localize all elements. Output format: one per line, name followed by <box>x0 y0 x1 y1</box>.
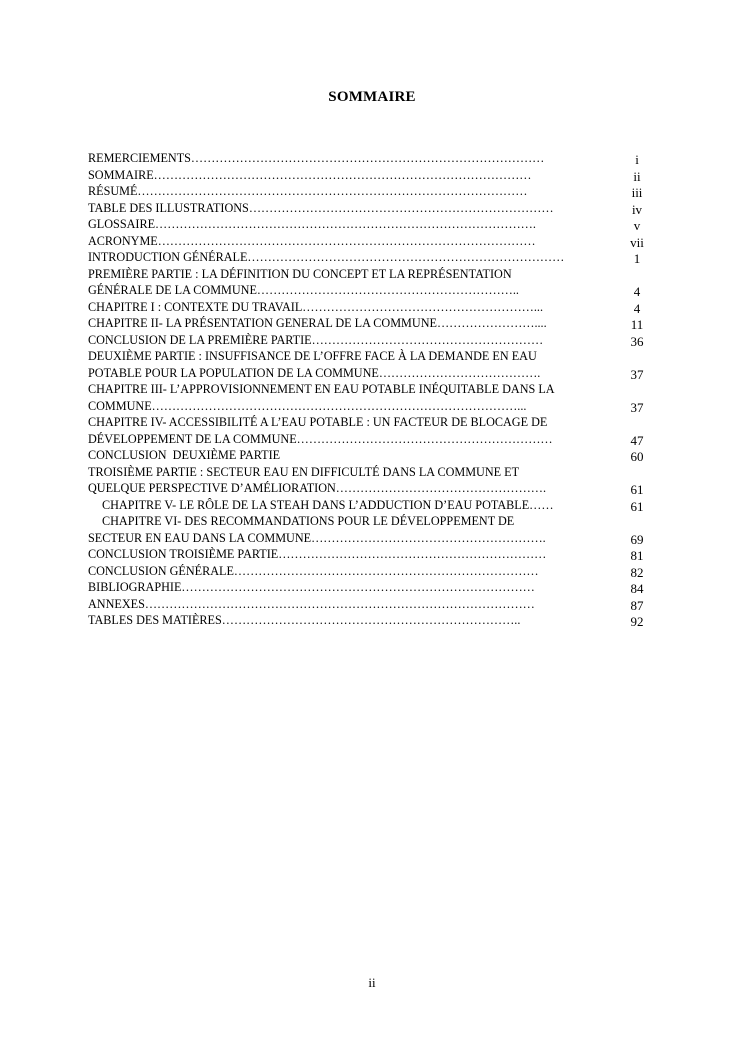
toc-page-number: 4 <box>633 284 641 299</box>
toc-entry[interactable] <box>88 612 668 629</box>
toc-entry-text: ACRONYME………………………………………………………………………………… <box>88 233 536 248</box>
toc-page-number: 84 <box>630 581 644 596</box>
toc-entry-text: CHAPITRE V- LE RÔLE DE LA STEAH DANS L’ADDUCTION D’EAU POTABLE…… <box>102 497 554 512</box>
toc-entry-text: TROISIÈME PARTIE : SECTEUR EAU EN DIFFICULTÉ DANS LA COMMUNE ET <box>88 464 520 479</box>
toc-entry[interactable] <box>88 249 668 266</box>
toc-entry[interactable] <box>88 266 668 299</box>
toc-entry[interactable] <box>88 233 668 250</box>
toc-entry[interactable] <box>88 447 668 464</box>
page-number: ii <box>368 975 376 990</box>
toc-page-number: 69 <box>630 531 644 547</box>
toc-page-number: 87 <box>630 597 644 613</box>
toc-entry[interactable] <box>88 563 668 580</box>
toc-page-number: 92 <box>630 614 644 629</box>
toc-page-number: 60 <box>630 449 644 464</box>
toc-entry[interactable] <box>88 315 668 332</box>
toc-page-number: 81 <box>630 548 644 563</box>
toc-entry-text: BIBLIOGRAPHIE…………………………………………………………………………… <box>88 580 535 594</box>
toc-page-number: ii <box>633 168 641 184</box>
toc-page-number: 82 <box>630 564 644 580</box>
toc-entry[interactable] <box>88 183 668 200</box>
toc-entry[interactable] <box>88 167 668 184</box>
toc-entry[interactable] <box>88 150 668 167</box>
toc-entry[interactable] <box>88 332 668 349</box>
toc-entry-text: CHAPITRE I : CONTEXTE DU TRAVAIL…………………………………………………... <box>88 299 543 314</box>
toc-entry-text: CONCLUSION DE LA PREMIÈRE PARTIE………………………………………………… <box>88 332 544 347</box>
toc-page-number: 47 <box>630 432 644 448</box>
toc-entry-text: PREMIÈRE PARTIE : LA DÉFINITION DU CONCEPT ET LA REPRÉSENTATION <box>88 266 512 281</box>
toc-page-number: 1 <box>633 251 641 266</box>
toc-entry-text: INTRODUCTION GÉNÉRALE…………………………………………………………………… <box>88 250 565 264</box>
toc-entry-text: POTABLE POUR LA POPULATION DE LA COMMUNE…………………………………. <box>88 365 541 380</box>
toc-page-number: 61 <box>630 482 644 497</box>
toc-entry[interactable] <box>88 579 668 596</box>
toc-page-number: iii <box>631 185 643 200</box>
toc-entry-text: CONCLUSION GÉNÉRALE………………………………………………………………… <box>88 563 539 578</box>
toc-page-number: 37 <box>630 399 644 415</box>
toc-entry-text: CHAPITRE II- LA PRÉSENTATION GENERAL DE LA COMMUNE…………………….... <box>88 316 547 330</box>
toc-page-number: i <box>635 152 639 167</box>
toc-entry[interactable] <box>88 414 668 447</box>
toc-page-number: iv <box>631 201 643 217</box>
toc-entry-text: SECTEUR EN EAU DANS LA COMMUNE…………………………………………………. <box>88 530 546 545</box>
toc-entry-text: SOMMAIRE………………………………………………………………………………… <box>88 167 532 182</box>
toc-entry[interactable] <box>88 299 668 316</box>
toc-page-number: vii <box>630 234 644 250</box>
toc-entry-text: QUELQUE PERSPECTIVE D’AMÉLIORATION……………………………………………. <box>88 481 547 495</box>
toc-entry-text: CONCLUSION DEUXIÈME PARTIE <box>88 448 281 462</box>
toc-page-number: 37 <box>630 366 644 382</box>
toc-entry-text: TABLE DES ILLUSTRATIONS………………………………………………………………… <box>88 200 554 215</box>
toc-entry[interactable] <box>88 497 668 514</box>
page-title: SOMMAIRE <box>328 89 416 105</box>
toc-entry[interactable] <box>88 464 668 497</box>
toc-entry[interactable] <box>88 546 668 563</box>
toc-entry-text: CONCLUSION TROISIÈME PARTIE………………………………………………………… <box>88 547 547 561</box>
toc-entry[interactable] <box>88 348 668 381</box>
toc-entry[interactable] <box>88 596 668 613</box>
toc-entry-text: RÉSUMÉ…………………………………………………………………………………… <box>88 184 528 198</box>
toc-entry-text: COMMUNE………………………………………………………………………………... <box>88 398 527 413</box>
toc-page-number: 36 <box>630 333 644 349</box>
toc-entry-text: GLOSSAIRE…………………………………………………………………………………. <box>88 217 536 231</box>
toc-page-number: 4 <box>633 300 641 316</box>
toc-entry-text: DEUXIÈME PARTIE : INSUFFISANCE DE L’OFFRE FACE À LA DEMANDE EN EAU <box>88 349 537 363</box>
toc-entry[interactable] <box>88 200 668 217</box>
toc-page-number: 11 <box>630 317 644 332</box>
toc-entry-text: CHAPITRE IV- ACCESSIBILITÉ A L’EAU POTABLE : UN FACTEUR DE BLOCAGE DE <box>88 415 548 429</box>
toc-entry-text: ANNEXES…………………………………………………………………………………… <box>88 596 535 611</box>
toc-page-number: v <box>633 218 641 233</box>
toc-entry-text: CHAPITRE VI- DES RECOMMANDATIONS POUR LE DÉVELOPPEMENT DE <box>102 514 515 528</box>
toc-page-number: 61 <box>630 498 644 514</box>
toc-entry[interactable] <box>88 216 668 233</box>
toc-entry[interactable] <box>88 513 668 546</box>
toc-entry[interactable] <box>88 381 668 414</box>
toc-entry-text: TABLES DES MATIÈRES……………………………………………………………….. <box>88 613 521 627</box>
toc-entry-text: GÉNÉRALE DE LA COMMUNE……………………………………………………….. <box>88 283 519 297</box>
table-of-contents <box>88 150 668 629</box>
toc-entry-text: REMERCIEMENTS…………………………………………………………………………… <box>88 151 545 165</box>
toc-entry-text: CHAPITRE III- L’APPROVISIONNEMENT EN EAU POTABLE INÉQUITABLE DANS LA <box>88 382 555 396</box>
toc-entry-text: DÉVELOPPEMENT DE LA COMMUNE……………………………………………………… <box>88 431 553 446</box>
